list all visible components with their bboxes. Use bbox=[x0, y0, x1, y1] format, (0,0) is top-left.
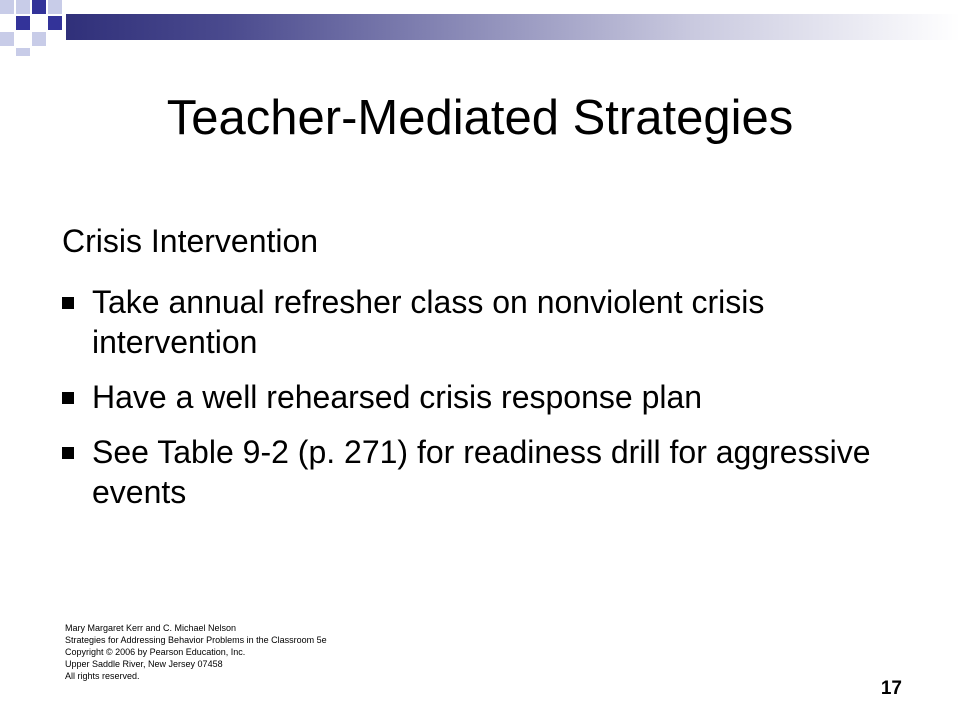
square-bullet-icon bbox=[62, 447, 74, 459]
credit-line: Upper Saddle River, New Jersey 07458 bbox=[65, 659, 223, 669]
credit-line: Mary Margaret Kerr and C. Michael Nelson bbox=[65, 623, 237, 633]
list-item bbox=[62, 432, 912, 512]
bullet-text: See Table 9-2 (p. 271) for readiness drill for aggressive events bbox=[92, 434, 871, 510]
square-bullet-icon bbox=[62, 392, 74, 404]
bullet-text: Have a well rehearsed crisis response plan bbox=[92, 379, 703, 415]
page-number: 17 bbox=[880, 678, 902, 699]
bullet-list bbox=[62, 282, 912, 527]
list-item bbox=[62, 282, 912, 362]
copyright-credits bbox=[65, 622, 327, 682]
square-bullet-icon bbox=[62, 297, 74, 309]
credit-line: Strategies for Addressing Behavior Problems in the Classroom 5e bbox=[65, 635, 327, 645]
credit-line: All rights reserved. bbox=[65, 671, 140, 681]
credit-line: Copyright © 2006 by Pearson Education, Inc. bbox=[65, 647, 246, 657]
list-item bbox=[62, 377, 912, 417]
slide-title: Teacher-Mediated Strategies bbox=[166, 91, 794, 145]
bullet-text: Take annual refresher class on nonviolent crisis intervention bbox=[92, 284, 765, 360]
title-banner bbox=[66, 14, 960, 40]
section-heading: Crisis Intervention bbox=[62, 223, 319, 259]
